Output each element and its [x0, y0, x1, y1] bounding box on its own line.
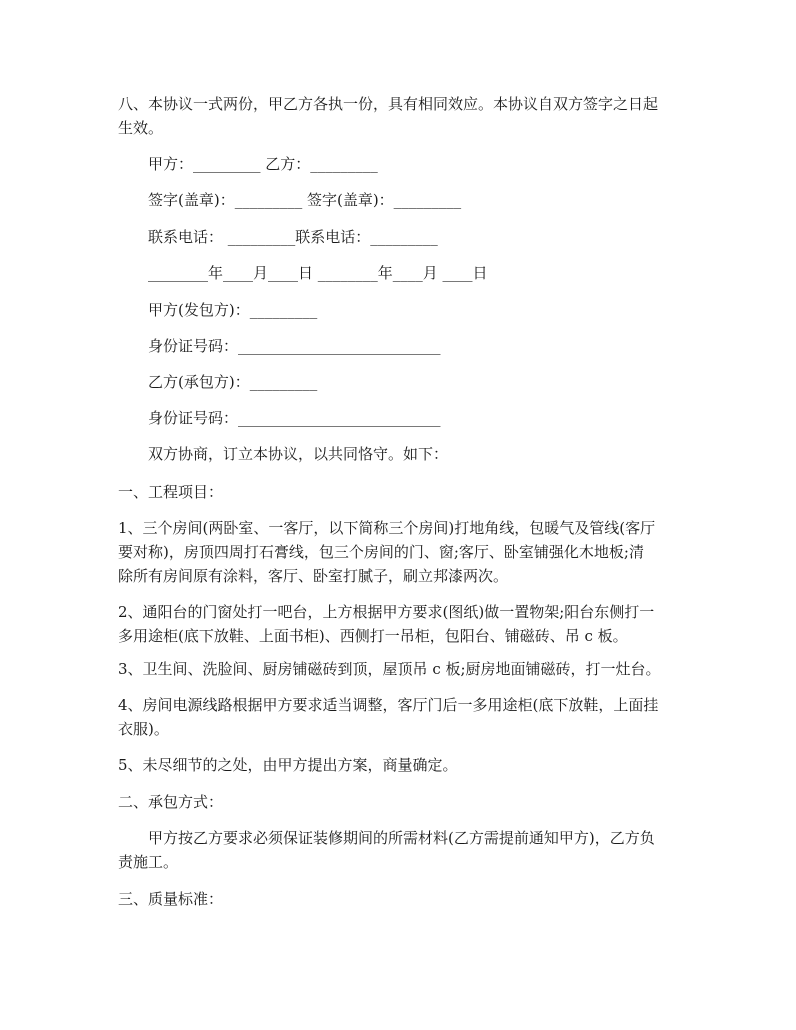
text-line: ________年____月____日 ________年____月 ____日: [148, 264, 488, 282]
text-line: 乙方(承包方)：_________: [148, 373, 318, 391]
party-a-id: [148, 334, 690, 358]
party-b-id: [148, 406, 690, 430]
text-line: 多用途柜(底下放鞋、上面书柜)、西侧打一吊柜，包阳台、铺磁砖、吊 c 板。: [118, 627, 628, 645]
text-line: 甲方按乙方要求必须保证装修期间的所需材料(乙方需提前通知甲方)，乙方负: [148, 829, 655, 847]
clause-8: [118, 92, 690, 140]
item-2: [118, 600, 690, 648]
party-names: [148, 152, 690, 176]
text-line: 1、三个房间(两卧室、一客厅，以下简称三个房间)打地角线，包暖气及管线(客厅: [118, 519, 656, 537]
agreement-intro: [148, 442, 690, 466]
text-line: 要对称)，房顶四周打石膏线，包三个房间的门、窗;客厅、卧室铺强化木地板;清: [118, 543, 644, 561]
item-5: [118, 753, 690, 777]
text-line: 4、房间电源线路根据甲方要求适当调整，客厅门后一多用途柜(底下放鞋，上面挂: [118, 696, 659, 714]
contract-method-continuation: [118, 850, 690, 874]
party-b-contractor: [148, 370, 690, 394]
text-line: 5、未尽细节的之处，由甲方提出方案，商量确定。: [118, 756, 458, 774]
item-1: [118, 516, 690, 588]
section-3-heading: [118, 887, 690, 911]
dates: [148, 261, 690, 285]
text-line: 身份证号码：___________________________: [148, 337, 441, 355]
signatures: [148, 188, 690, 212]
text-line: 衣服)。: [118, 720, 169, 738]
party-a-contractor: [148, 298, 690, 322]
text-line: 八、本协议一式两份，甲乙方各执一份，具有相同效应。本协议自双方签字之日起: [118, 95, 659, 113]
contract-method: [148, 826, 690, 850]
text-line: 甲方(发包方)：_________: [148, 301, 318, 319]
text-line: 双方协商，订立本协议，以共同恪守。如下：: [148, 445, 449, 463]
item-4: [118, 693, 690, 741]
text-line: 除所有房间原有涂料，客厅、卧室打腻子，刷立邦漆两次。: [118, 567, 509, 585]
text-line: 甲方：_________ 乙方：_________: [148, 155, 378, 173]
text-line: 责施工。: [118, 853, 179, 871]
text-line: 身份证号码：___________________________: [148, 409, 441, 427]
text-line: 2、通阳台的门窗处打一吧台，上方根据甲方要求(图纸)做一置物架;阳台东侧打一: [118, 603, 655, 621]
text-line: 一、工程项目：: [118, 483, 224, 501]
text-line: 3、卫生间、洗脸间、厨房铺磁砖到顶，屋顶吊 c 板;厨房地面铺磁砖，打一灶台。: [118, 660, 661, 678]
text-line: 二、承包方式：: [118, 793, 224, 811]
section-1-heading: [118, 480, 690, 504]
text-line: 生效。: [118, 119, 164, 137]
text-line: 三、质量标准：: [118, 890, 224, 908]
phones: [148, 225, 690, 249]
text-line: 联系电话： _________联系电话：_________: [148, 228, 438, 246]
section-2-heading: [118, 790, 690, 814]
text-line: 签字(盖章)：_________ 签字(盖章)：_________: [148, 191, 462, 209]
item-3: [118, 657, 690, 681]
